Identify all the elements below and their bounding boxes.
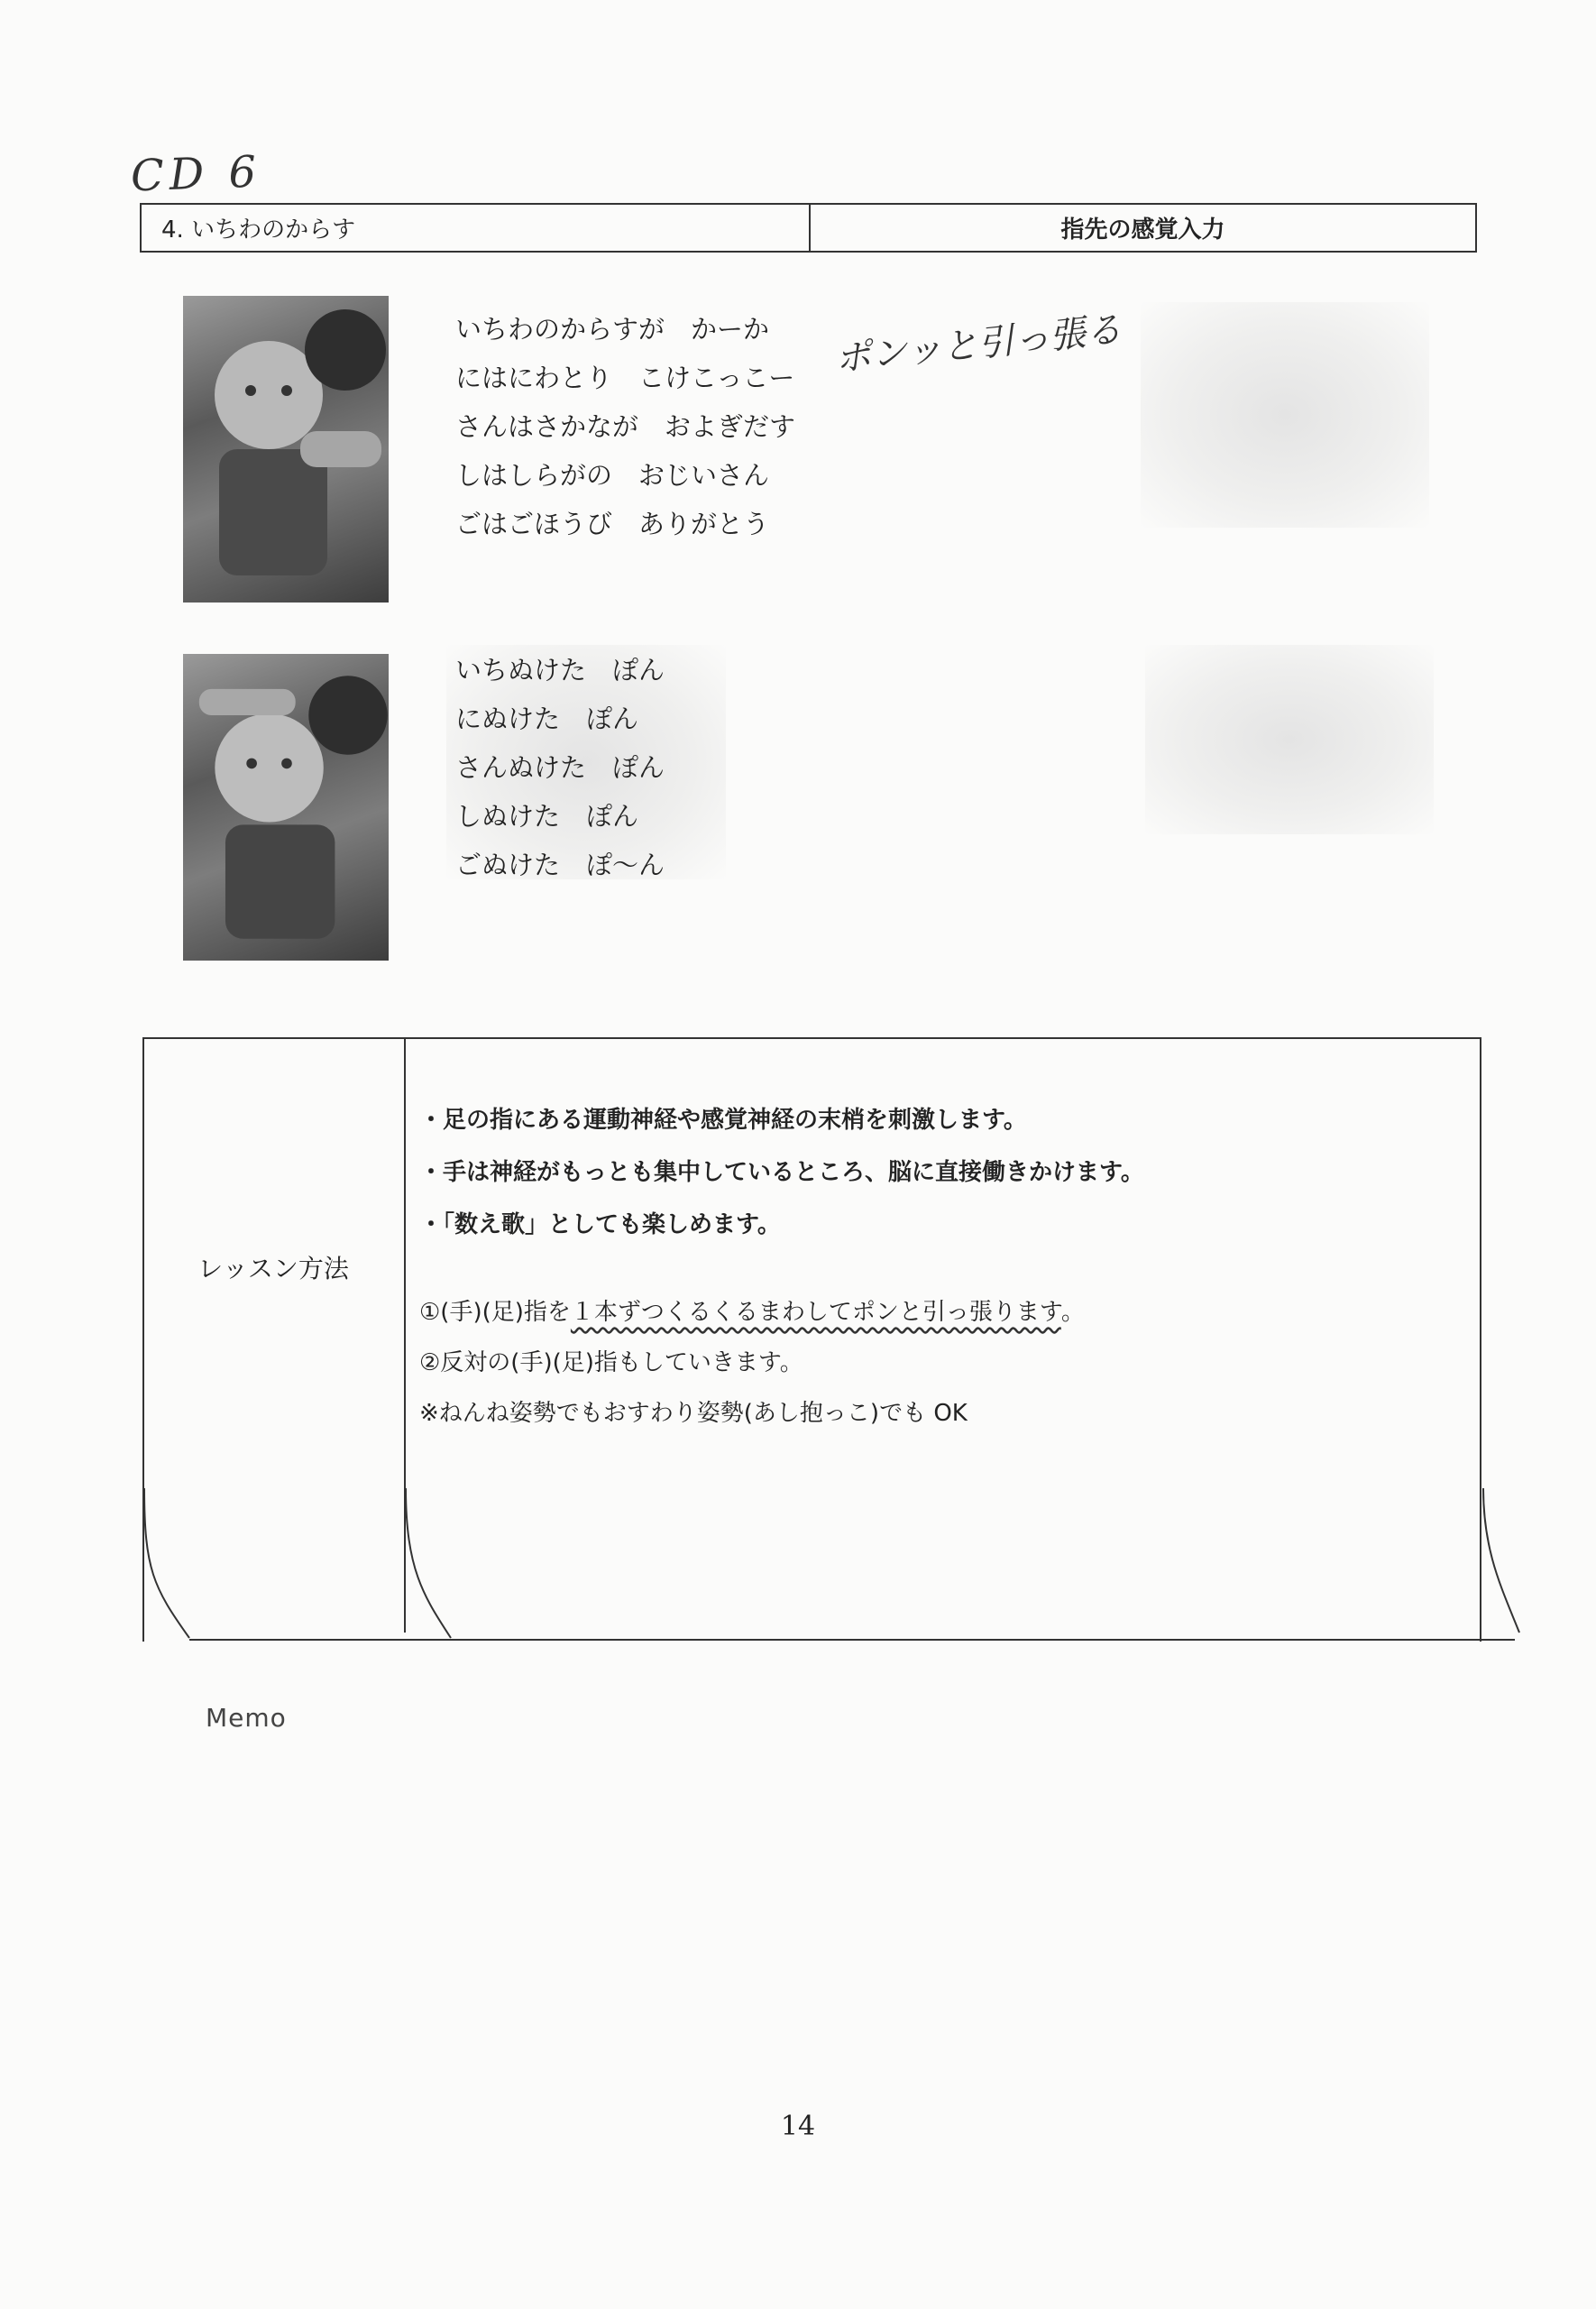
lesson-content [419, 1094, 1456, 1439]
lesson-step-1 [419, 1287, 1456, 1338]
verse-line: ごはごほうび ありがとう [455, 509, 770, 539]
lesson-label: レッスン方法 [197, 1254, 349, 1283]
verse-line: にはにわとり こけこっこー [455, 363, 795, 393]
verse-line: ごぬけた ぽ～ん [455, 850, 665, 880]
bleed-through-image [1145, 645, 1434, 834]
verse-line: さんぬけた ぽん [455, 752, 665, 783]
handwritten-note: ポンッと引っ張る [832, 308, 1124, 381]
baby-photo-2 [183, 654, 389, 961]
verse-line: さんはさかなが およぎだす [455, 411, 796, 442]
verse-line: にぬけた ぽん [455, 704, 639, 734]
page-number: 14 [780, 2111, 816, 2142]
header-table [140, 203, 1477, 253]
step1-prefix: ①(手)(足)指を [419, 1299, 571, 1326]
lesson-bullet: ・「数え歌」としても楽しめます。 [419, 1211, 781, 1238]
step1-underlined: １本ずつくるくるまわしてポンと引っ張ります [570, 1299, 1061, 1326]
verse-2 [455, 646, 665, 889]
verse-line: いちわのからすが かーか [455, 314, 770, 345]
paper-curl-decoration [135, 1479, 1533, 1651]
lesson-bullet: ・手は神経がもっとも集中しているところ、脳に直接働きかけます。 [419, 1159, 1144, 1186]
bleed-through-image [1141, 302, 1429, 528]
category-title: 指先の感覚入力 [1060, 216, 1225, 244]
verse-line: しぬけた ぽん [455, 801, 639, 832]
song-title: 4. いちわのからす [142, 205, 811, 251]
lesson-bullet: ・足の指にある運動神経や感覚神経の末梢を刺激します。 [419, 1107, 1027, 1134]
lesson-box-bottom-line [189, 1639, 1515, 1641]
handwritten-cd-label: CD 6 [130, 146, 262, 202]
verse-line: いちぬけた ぽん [455, 655, 665, 685]
baby-photo-1 [183, 296, 389, 603]
verse-line: しはしらがの おじいさん [455, 460, 770, 491]
memo-label: Memo [206, 1703, 287, 1733]
lesson-step-2: ②反対の(手)(足)指もしていきます。 [419, 1349, 803, 1376]
lesson-steps [419, 1287, 1456, 1439]
verse-1 [455, 305, 795, 548]
step1-suffix: 。 [1060, 1299, 1085, 1326]
lesson-note: ※ねんね姿勢でもおすわり姿勢(あし抱っこ)でも OK [419, 1400, 968, 1427]
